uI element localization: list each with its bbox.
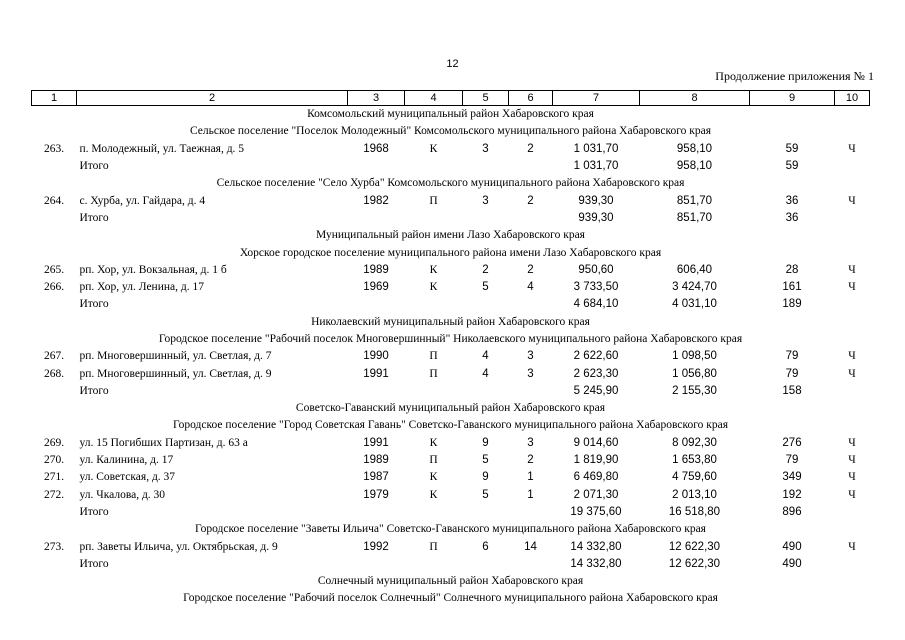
section-heading: Городское поселение "Заветы Ильича" Советско-Гаванского муниципального района Хабаровского края <box>195 523 706 536</box>
residents-cell: 36 <box>785 211 799 224</box>
column-header: 7 <box>553 91 640 106</box>
living-area-cell: 12 622,30 <box>668 557 721 570</box>
living-area-cell: 958,10 <box>676 142 713 155</box>
housing-table <box>31 90 870 608</box>
category-cell: Ч <box>848 142 856 155</box>
header-row <box>32 91 870 106</box>
residents-cell: 189 <box>782 298 802 311</box>
empty-cell <box>835 504 870 521</box>
column-header: 8 <box>640 91 750 106</box>
living-area-cell: 1 056,80 <box>672 367 717 380</box>
table-row <box>32 452 870 469</box>
total-area-cell: 939,30 <box>578 194 614 207</box>
section-heading: Городское поселение "Рабочий поселок Солнечный" Солнечного муниципального района Хабаровского края <box>183 592 718 605</box>
floors-cell: 6 <box>482 540 489 553</box>
category-cell: Ч <box>848 367 856 380</box>
total-row <box>32 504 870 521</box>
row-number: 265. <box>43 263 65 276</box>
year-cell: 1989 <box>363 263 389 276</box>
section-heading: Хорское городское поселение муниципального района имени Лазо Хабаровского края <box>239 246 662 259</box>
entrances-cell: 14 <box>524 540 537 553</box>
page-number: 12 <box>446 58 459 70</box>
living-area-cell: 2 013,10 <box>672 488 717 501</box>
living-area-cell: 851,70 <box>676 194 713 207</box>
entrances-cell: 2 <box>527 454 534 467</box>
total-row <box>32 383 870 400</box>
category-cell: Ч <box>848 471 856 484</box>
material-cell: П <box>429 194 438 207</box>
empty-cell <box>348 504 405 521</box>
year-cell: 1991 <box>363 367 389 380</box>
row-number: 264. <box>43 194 65 207</box>
residents-cell: 490 <box>782 557 802 570</box>
category-cell: Ч <box>848 350 856 363</box>
table-row <box>32 365 870 382</box>
address-cell: ул. 15 Погибших Партизан, д. 63 а <box>79 436 248 449</box>
section-heading: Николаевский муниципальный район Хабаровского края <box>311 315 590 328</box>
year-cell: 1992 <box>363 540 389 553</box>
total-area-cell: 1 031,70 <box>573 160 619 173</box>
table-body <box>32 91 870 608</box>
material-cell: К <box>429 488 438 501</box>
floors-cell: 5 <box>482 454 489 467</box>
row-number: 273. <box>43 540 65 553</box>
residents-cell: 59 <box>785 160 799 173</box>
section-heading: Сельское поселение "Поселок Молодежный" Комсомольского муниципального района Хабаровского края <box>189 125 712 138</box>
empty-cell <box>835 296 870 313</box>
empty-cell <box>405 158 463 175</box>
year-cell: 1982 <box>363 194 389 207</box>
section-heading: Советско-Гаванский муниципальный район Хабаровского края <box>295 402 606 415</box>
column-header: 10 <box>835 91 870 106</box>
section-heading-row <box>32 314 870 331</box>
total-area-cell: 14 332,80 <box>570 540 622 553</box>
total-label: Итого <box>79 505 109 518</box>
total-area-cell: 2 071,30 <box>573 488 619 501</box>
living-area-cell: 606,40 <box>676 263 713 276</box>
section-heading-row <box>32 417 870 434</box>
residents-cell: 36 <box>785 194 799 207</box>
continuation-label: Продолжение приложения № 1 <box>715 69 874 83</box>
row-number: 267. <box>43 350 65 363</box>
entrances-cell: 3 <box>527 350 534 363</box>
table-row <box>32 262 870 279</box>
total-row <box>32 210 870 227</box>
row-number: 272. <box>43 488 65 501</box>
floors-cell: 4 <box>482 350 489 363</box>
living-area-cell: 4 031,10 <box>672 298 717 311</box>
residents-cell: 349 <box>782 471 802 484</box>
empty-cell <box>348 383 405 400</box>
year-cell: 1991 <box>363 436 389 449</box>
floors-cell: 9 <box>482 471 489 484</box>
floors-cell: 4 <box>482 367 489 380</box>
empty-cell <box>405 504 463 521</box>
total-area-cell: 939,30 <box>578 211 614 224</box>
table-row <box>32 469 870 486</box>
total-label: Итого <box>79 211 109 224</box>
residents-cell: 79 <box>785 454 799 467</box>
column-header: 5 <box>463 91 509 106</box>
empty-cell <box>405 383 463 400</box>
living-area-cell: 1 098,50 <box>672 350 717 363</box>
empty-cell <box>32 158 77 175</box>
column-header: 6 <box>509 91 553 106</box>
category-cell: Ч <box>848 194 856 207</box>
entrances-cell: 4 <box>527 281 534 294</box>
empty-cell <box>348 158 405 175</box>
entrances-cell: 2 <box>527 142 534 155</box>
section-heading-row <box>32 573 870 590</box>
column-header: 1 <box>32 91 77 106</box>
empty-cell <box>463 210 509 227</box>
empty-cell <box>405 556 463 573</box>
empty-cell <box>32 210 77 227</box>
empty-cell <box>509 158 553 175</box>
living-area-cell: 2 155,30 <box>672 384 717 397</box>
section-heading: Городское поселение "Рабочий поселок Многовершинный" Николаевского муниципального района Хабаровского края <box>158 333 743 345</box>
material-cell: К <box>429 281 438 294</box>
entrances-cell: 1 <box>527 471 534 484</box>
living-area-cell: 851,70 <box>676 211 713 224</box>
year-cell: 1969 <box>363 281 389 294</box>
floors-cell: 3 <box>482 194 489 207</box>
category-cell: Ч <box>848 281 856 294</box>
year-cell: 1990 <box>363 350 389 363</box>
column-header: 4 <box>405 91 463 106</box>
empty-cell <box>405 296 463 313</box>
empty-cell <box>463 296 509 313</box>
total-label: Итого <box>79 298 109 311</box>
address-cell: ул. Советская, д. 37 <box>79 471 176 484</box>
section-heading-row <box>32 521 870 538</box>
total-area-cell: 2 623,30 <box>573 367 619 380</box>
row-number: 269. <box>43 436 65 449</box>
floors-cell: 9 <box>482 436 489 449</box>
section-heading: Солнечный муниципальный район Хабаровского края <box>317 575 584 588</box>
total-area-cell: 14 332,80 <box>570 557 622 570</box>
total-row <box>32 556 870 573</box>
address-cell: рп. Хор, ул. Вокзальная, д. 1 б <box>79 263 227 276</box>
empty-cell <box>463 556 509 573</box>
section-heading-row <box>32 331 870 348</box>
residents-cell: 896 <box>782 505 802 518</box>
empty-cell <box>463 504 509 521</box>
empty-cell <box>463 158 509 175</box>
year-cell: 1987 <box>363 471 389 484</box>
table-row <box>32 348 870 365</box>
empty-cell <box>509 296 553 313</box>
empty-cell <box>509 383 553 400</box>
empty-cell <box>32 383 77 400</box>
row-number: 270. <box>43 454 65 467</box>
entrances-cell: 3 <box>527 367 534 380</box>
total-area-cell: 5 245,90 <box>573 384 619 397</box>
address-cell: рп. Многовершинный, ул. Светлая, д. 7 <box>79 350 272 363</box>
entrances-cell: 2 <box>527 263 534 276</box>
section-heading: Сельское поселение "Село Хурба" Комсомольского муниципального района Хабаровского края <box>216 177 685 190</box>
table-row <box>32 487 870 504</box>
total-row <box>32 158 870 175</box>
section-heading-row <box>32 175 870 192</box>
row-number: 263. <box>43 142 65 155</box>
residents-cell: 158 <box>782 384 802 397</box>
table-row <box>32 538 870 555</box>
total-area-cell: 19 375,60 <box>570 505 622 518</box>
table-row <box>32 279 870 296</box>
empty-cell <box>463 383 509 400</box>
total-area-cell: 4 684,10 <box>573 298 619 311</box>
total-area-cell: 3 733,50 <box>573 281 619 294</box>
material-cell: П <box>429 540 438 553</box>
table-row <box>32 192 870 209</box>
floors-cell: 5 <box>482 488 489 501</box>
row-number: 271. <box>43 471 65 484</box>
empty-cell <box>348 210 405 227</box>
column-header: 2 <box>77 91 348 106</box>
address-cell: рп. Многовершинный, ул. Светлая, д. 9 <box>79 367 272 380</box>
address-cell: ул. Чкалова, д. 30 <box>79 488 166 501</box>
section-heading-row <box>32 590 870 607</box>
column-header: 9 <box>750 91 835 106</box>
entrances-cell: 1 <box>527 488 534 501</box>
empty-cell <box>348 556 405 573</box>
row-number: 266. <box>43 281 65 294</box>
residents-cell: 276 <box>782 436 802 449</box>
category-cell: Ч <box>848 263 856 276</box>
section-heading-row <box>32 106 870 124</box>
section-heading: Городское поселение "Город Советская Гавань" Советско-Гаванского муниципального района Хабаровского края <box>172 419 729 432</box>
total-label: Итого <box>79 160 109 173</box>
floors-cell: 5 <box>482 281 489 294</box>
total-area-cell: 2 622,60 <box>573 350 619 363</box>
empty-cell <box>32 556 77 573</box>
section-heading-row <box>32 400 870 417</box>
total-area-cell: 9 014,60 <box>573 436 619 449</box>
living-area-cell: 8 092,30 <box>672 436 717 449</box>
living-area-cell: 3 424,70 <box>672 281 717 294</box>
section-heading-row <box>32 244 870 261</box>
floors-cell: 3 <box>482 142 489 155</box>
empty-cell <box>32 296 77 313</box>
entrances-cell: 3 <box>527 436 534 449</box>
total-area-cell: 1 031,70 <box>573 142 619 155</box>
empty-cell <box>32 504 77 521</box>
entrances-cell: 2 <box>527 194 534 207</box>
empty-cell <box>835 210 870 227</box>
section-heading-row <box>32 123 870 140</box>
living-area-cell: 958,10 <box>676 160 713 173</box>
living-area-cell: 16 518,80 <box>668 505 721 518</box>
address-cell: рп. Заветы Ильича, ул. Октябрьская, д. 9 <box>79 540 278 553</box>
total-label: Итого <box>79 557 109 570</box>
year-cell: 1989 <box>363 454 389 467</box>
empty-cell <box>835 158 870 175</box>
category-cell: Ч <box>848 436 856 449</box>
residents-cell: 79 <box>785 367 799 380</box>
address-cell: ул. Калинина, д. 17 <box>79 454 174 467</box>
address-cell: рп. Хор, ул. Ленина, д. 17 <box>79 281 204 294</box>
empty-cell <box>509 210 553 227</box>
total-area-cell: 6 469,80 <box>573 471 619 484</box>
table-row <box>32 435 870 452</box>
address-cell: п. Молодежный, ул. Таежная, д. 5 <box>79 142 245 155</box>
material-cell: К <box>429 263 438 276</box>
empty-cell <box>405 210 463 227</box>
material-cell: К <box>429 142 438 155</box>
row-number: 268. <box>43 367 65 380</box>
category-cell: Ч <box>848 488 856 501</box>
material-cell: К <box>429 471 438 484</box>
material-cell: К <box>429 436 438 449</box>
material-cell: П <box>429 454 438 467</box>
table-row <box>32 141 870 158</box>
empty-cell <box>509 504 553 521</box>
material-cell: П <box>429 350 438 363</box>
section-heading: Муниципальный район имени Лазо Хабаровского края <box>316 229 585 242</box>
year-cell: 1968 <box>363 142 389 155</box>
category-cell: Ч <box>848 540 856 553</box>
total-label: Итого <box>79 384 109 397</box>
category-cell: Ч <box>848 454 856 467</box>
residents-cell: 28 <box>785 263 799 276</box>
total-row <box>32 296 870 313</box>
column-header: 3 <box>348 91 405 106</box>
living-area-cell: 4 759,60 <box>672 471 717 484</box>
empty-cell <box>509 556 553 573</box>
section-heading-row <box>32 227 870 244</box>
material-cell: П <box>429 367 438 380</box>
total-area-cell: 950,60 <box>578 263 614 276</box>
empty-cell <box>835 556 870 573</box>
empty-cell <box>835 383 870 400</box>
residents-cell: 79 <box>785 350 799 363</box>
floors-cell: 2 <box>482 263 489 276</box>
section-heading: Комсомольский муниципальный район Хабаровского края <box>307 108 594 121</box>
living-area-cell: 12 622,30 <box>668 540 721 553</box>
residents-cell: 490 <box>782 540 802 553</box>
total-area-cell: 1 819,90 <box>573 454 619 467</box>
residents-cell: 59 <box>785 142 799 155</box>
year-cell: 1979 <box>363 488 389 501</box>
living-area-cell: 1 653,80 <box>672 454 717 467</box>
residents-cell: 192 <box>782 488 802 501</box>
empty-cell <box>348 296 405 313</box>
address-cell: с. Хурба, ул. Гайдара, д. 4 <box>79 194 206 207</box>
residents-cell: 161 <box>782 281 802 294</box>
